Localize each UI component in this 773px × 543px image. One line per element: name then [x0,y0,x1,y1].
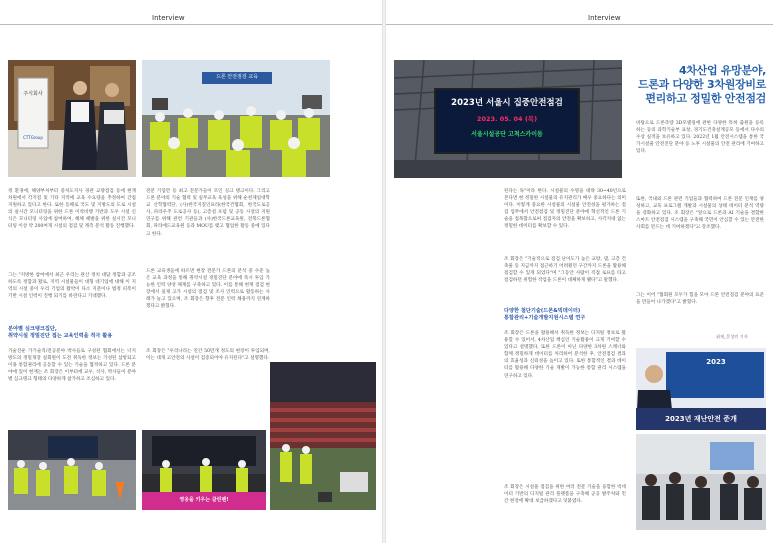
photo-stadium [270,362,376,510]
photo-event [142,430,266,510]
led-date: 2023. 05. 04 (목) [476,115,538,123]
left-col2-para1: 전문 기업만 등 최고 전문가들이 모인 싱크 탱크이다. 그리고 드론 분야의 기술 협력 및 실무교육 육성을 위해 순천제일대학교 산학협력단, (사)한국지질인프라(한국건협회, 한국도로공사, 파라우주 도로공사 등), 고층설 포럼 및 공동 시설의 지원 연구를 위해 관련 기관들과 (사)한국드론교육원, 전북드론협회, 파라에드교육원 등과 MOU를 맺고 협업한 활동 중에 있다고 한다. [146,189,270,237]
seminar-number: 2023 [706,358,726,366]
right-col1-para2: 조 회장은 "기술적으로 점검 난이도가 높은 교량, 댐, 고층 건축물 등 지금까지 접근하기 어려웠던 구간까지 드론을 활용해 점검할 수 있게 되었다"며 "그동안 사람이 직접 로프를 타고 점검하던 위험한 작업을 드론이 대체하게 됐다"고 말했다. [504,257,626,284]
article-credit: 취재_문성민 기자 [716,334,748,339]
photo-training [142,60,330,177]
left-col2-para2: 드론 교육생들에 따르면 현장 전문가 드론의 분석 중 수준 높은 교육 과정을 통해 취약시설 정밀진단 분야에 즉시 투입 가능한 인력 양성 체계를 구축하고 있다. 이를 통해 현재 점검 현장에서 실제 고가 시설의 점검 및 조사 인력으로 활동하는 사례가 늘고 있으며, 조 회장은 향후 전문 인력 채용까지 연계하겠다고 밝혔다. [146,269,270,310]
left-col1-para3: 기술진운 가기술직/전공분야 박사들로 구성된 협회에서는 너지방도의 정밀개장 실회원이 도전 취득한 정보는 가성된 삼항되고 이용 통합권리에 공동할 수 있는 기술을 협적하고 있다. 드론 분야에 있어 현재는 조 회장은 이부터에 교우, 석사, 박사들이 분야별 심크탱크 형태의 다양하게 참가하고 조심하고 있다. [8,349,136,383]
photo-led-board [394,60,622,178]
article-title: 4차산업 유망분야, 드론과 다양한 3차원장비로 편리하고 정밀한 안전점검 [638,64,766,105]
seminar-title: 2023년 재난안전 준개 [665,415,737,423]
office-sign-text: 주식회사 [23,91,43,97]
photo-office [8,60,136,177]
right-page [386,0,773,543]
left-page [0,0,382,543]
right-col1-para1: 된다는 독"이라 한다. 시설물의 수명을 대략 30~40년으로 본다면 현 정밀한 시설물의 유지관리가 매우 중요하다는 의미이다. 이렇게 중요한 시설물의 시설물 안전성을 평가하는 점검 업무에서 안전점검 및 정밀진단 분야에 혁신적인 드론 기술을 접목함으로써 점검자의 안전을 확보하고, 사각지대 없는 정밀한 데이터를 확보할 수 있다. [504,189,626,230]
left-col1-para2: 그는 "지방한 참여에서 최근 우리는 관산 정치 대담 정합과 공조하도록 정합과 활로, 지역 시설물들이 대형 대기업에 대해 이 지역의 시설 중이 우리 기업의 활약이 다소 지분이나 법정 피폭이 기반 시설 인력이 진행 되기를 바란다고 기대했다. [8,273,136,300]
left-col1-subhead: 분야별 심크탱크집단, 취약시설 정밀진단 접는 교육인력을 적극 활용 [8,326,113,339]
training-banner-text: 드론 안전점검 교육 [216,74,258,80]
photo-site [8,430,136,510]
event-banner-text: 영웅을 키우는 클린팬! [179,497,229,503]
office-plaque-text: CTTGroup [23,135,43,140]
right-col1-para4: 조 회장은 시설물 점검을 위한 여러 전문 기술을 융합한 빅데이터 기반의 디지털 관리 플랫폼을 구축해 공공 발주처와 민간 현장에 확대 보급하겠다고 덧붙였다. [504,485,626,505]
photo-audience [636,434,766,530]
photo-seminar [636,348,766,430]
header-right-rule [386,24,773,25]
right-col1-subhead: 다양한 첨단기술(드론&빅데이터) 통합관리+기술개발지원시스템 연구 [504,308,586,321]
right-col1-para3: 조 회장은 드론을 활용해서 취득한 정보는 디지털 정보로 활용할 수 있어서, 4차산업 핵심인 기술활용이 크게 기여할 수 있다고 설명했다. 또한 드론이 아닌 다양한 3차원 스캐너와 함께 정밀하게 데이터를 처리하여 분석한 후, 안전점검 결과의 효율성과 신뢰성을 높이고 있다. 또한 통합적인 결과 데이터를 활용해 다양한 기술 개발이 가능한 통합 관리 시스템을 연구하고 있다. [504,331,626,379]
led-board [434,88,580,154]
header-left-label: Interview [152,14,185,22]
right-col2-para2: 또한, 국내외 드론 관련 기업들과 협력하여 드론 전문 인재를 양성하고, 교육 프로그램 개발과 시설물의 상태 데이터 분석 역량을 강화하고 있다. 조 회장은 "앞으로 드론과 AI 기술을 결합한 스마트 안전점검 시스템을 구축해 국민이 안심할 수 있는 안전한 사회를 만드는 데 기여하겠다"고 강조했다. [636,197,764,231]
left-col2-para3: 조 회장은 "우리나라는 연간 50만개 정도의 현장이 투입되며, 이는 대개 고안전의 사설이 검증되어야 유지된다"고 설명했다. [146,349,270,362]
left-col1-para1: 정 환경에, 해양부처부터 중처도지사 경관 교량점검 등에 현재 차원에서 각지점 및 기타 지역에 교육 수요량을 추정하여 간접 지원하고 있다고 한다. 또한 동해로 국도 및 지방도의 도로 시설의 실시간 모니터링을 위한 드론 이착비행 기반과 도우 시설 신식은 모니터링 사업에 참여하여, 해체 때발을 위한 실시간 모니터링 이상 약 200여개 시설의 점검 및 계측 분석 활동 진행했다. [8,189,136,230]
header-right-label: Interview [588,14,621,22]
right-col2-para1: 바탕으로 드론측량 3D모델링에 관한 다양한 특허 출원을 등록 하는 등의 과학기술부 표창, 경기도건축설계공모 등에서 다수의 수상 실적을 보유하고 있다. 2022년 1월 안전시스템을 통한 국가시설물 안전진단 분야 등 노후 시설물의 안전 관리에 기여하고 있다. [636,121,764,155]
led-subtitle: 서울시설공단 고척스카이돔 [471,131,543,138]
led-title: 2023년 서울시 집중안전점검 [451,98,563,108]
right-col2-para3: 그는 이어 "협회원 모두가 힘을 모아 드론 안전점검 분야의 표준을 만들어 나가겠다"고 밝혔다. [636,293,764,306]
header-left-rule [0,24,382,25]
